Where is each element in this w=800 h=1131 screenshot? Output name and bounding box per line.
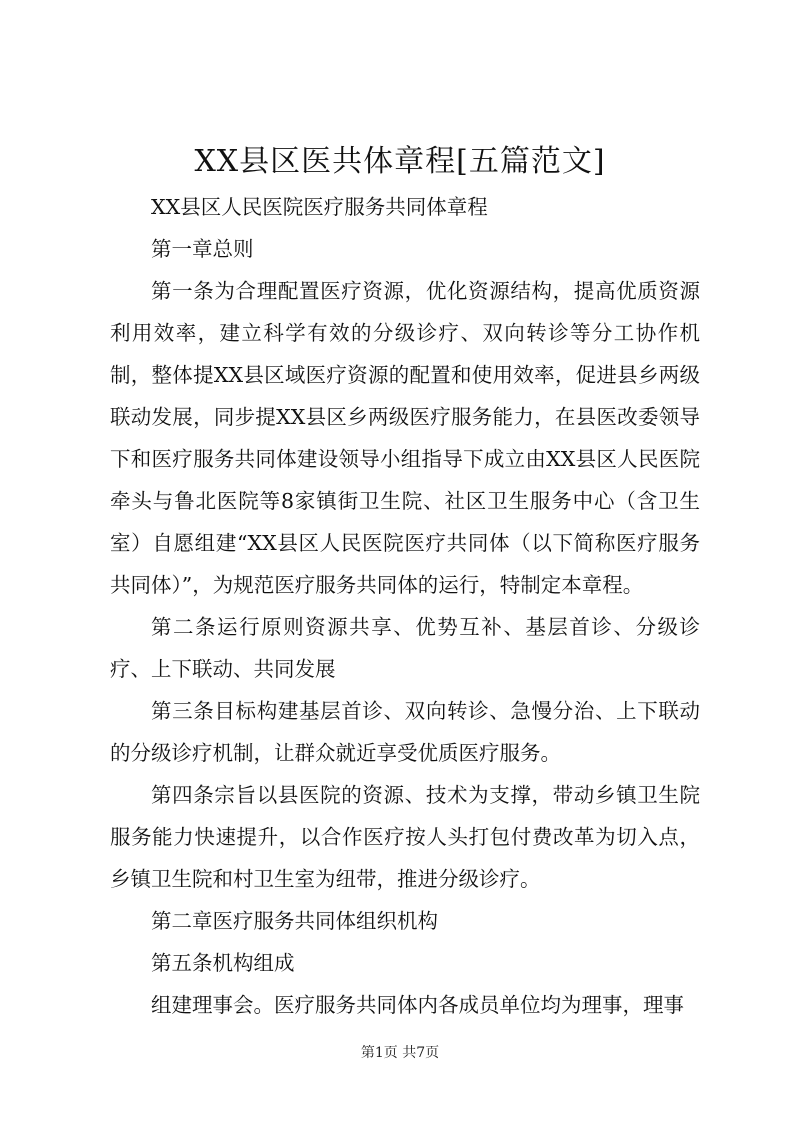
paragraph-chapter-1-heading: 第一章总则 [151,237,254,261]
paragraph-article-3: 第三条目标构建基层首诊、双向转诊、急慢分治、上下联动的分级诊疗机制，让群众就近享受优质医疗服务。 [110,699,700,765]
document-body [110,186,700,1026]
paragraph-article-4: 第四条宗旨以县医院的资源、技术为支撑，带动乡镇卫生院服务能力快速提升，以合作医疗按人头打包付费改革为切入点，乡镇卫生院和村卫生室为纽带，推进分级诊疗。 [110,783,700,891]
paragraph-article-1: 第一条为合理配置医疗资源，优化资源结构，提高优质资源利用效率，建立科学有效的分级诊疗、双向转诊等分工协作机制，整体提XX县区域医疗资源的配置和使用效率，促进县乡两级联动发展，同步提XX县区乡两级医疗服务能力，在县医改委领导下和医疗服务共同体建设领导小组指导下成立由XX县区人民医院牵头与鲁北医院等8家镇街卫生院、社区卫生服务中心（含卫生室）自愿组建“XX县区人民医院医疗共同体（以下简称医疗服务共同体）”，为规范医疗服务共同体的运行，特制定本章程。 [110,279,700,597]
paragraph-article-5: 第五条机构组成 [151,951,295,975]
paragraph-article-2: 第二条运行原则资源共享、优势互补、基层首诊、分级诊疗、上下联动、共同发展 [110,615,700,681]
document-title: XX县区医共体章程[五篇范文] [194,144,606,179]
page-number-footer: 第1页 共7页 [360,1045,440,1061]
paragraph-subtitle: XX县区人民医院医疗服务共同体章程 [151,195,488,219]
paragraph-chapter-2-heading: 第二章医疗服务共同体组织机构 [151,909,438,933]
paragraph-council: 组建理事会。医疗服务共同体内各成员单位均为理事，理事 [151,993,684,1017]
